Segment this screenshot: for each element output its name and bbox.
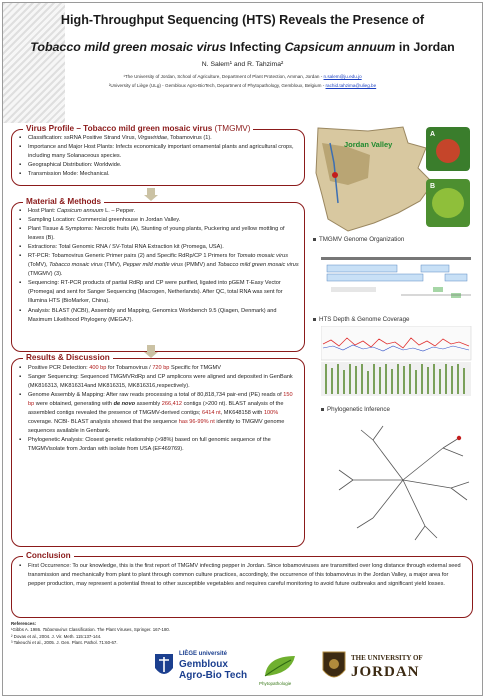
liege-line1: LIÈGE université: [179, 651, 228, 657]
methods-list: [16, 207, 300, 325]
affiliation-1: [3, 74, 482, 79]
results-item-pcr: ▪ Positive PCR Detection: 400 bp for Tobamovirus / 720 bp Specific for TMGMV: [16, 364, 300, 373]
profile-item: ▪ Classification: ssRNA Positive Strand Virus, Virgaviridae, Tobamovirus (1).: [16, 134, 300, 143]
genome-organization-figure: [321, 247, 473, 307]
reference-item: ¹Gibbs A. 1986. Tobamovirus Classification. The Plant Viruses, Springer. 167-180.: [11, 627, 171, 633]
uj-line1: THE UNIVERSITY OF: [351, 654, 423, 662]
methods-item: ▪ RT-PCR: Tobamovirus Generic Primer pairs (2) and Specific RdRp/CP 1 Primers for Tomato mosaic virus (ToMV), Tobacco mosaic virus (TMV), Pepper mild mottle virus (PMMV) and Tobacco mild green mosaic virus (TMGMV) (3).: [16, 252, 300, 279]
results-box: [11, 358, 305, 547]
phylogenetic-tree-figure: [333, 418, 473, 543]
sampling-site-marker: [332, 172, 338, 178]
virus-profile-list: [16, 134, 300, 179]
necrotic-fruit: [436, 139, 460, 163]
methods-item: ▪ Extractions: Total Genomic RNA / SV-Total RNA Extraction kit (Promega, USA).: [16, 243, 300, 252]
cp-box: [445, 274, 467, 281]
panel-a-label: A: [430, 131, 436, 138]
readthrough-box: [327, 274, 423, 281]
affiliation-1-text: ¹The University of Jordan, School of Agriculture, Department of Plant Protection, Amman, Jordan -: [123, 74, 323, 79]
methods-item: ▪ Analysis: BLAST (NCBI), Assembly and Mapping, Genomics Workbench 9.5 (Qiagen, Denmark) and Maximum Likelihood Phylogeny (MEGA7).: [16, 307, 300, 325]
results-heading: Results & Discussion: [23, 353, 113, 362]
genome-organization-title: [313, 236, 404, 243]
poster-title-line2: Tobacco mild green mosaic virus Infecting Capsicum annuum in Jordan: [30, 40, 455, 54]
reference-item: ³ Takeuchi et al., 2005. J. Gen. Plant. Pathol. 71:60-67.: [11, 640, 118, 646]
tree-branches: [339, 426, 469, 540]
methods-item: ▪ Plant Tissue & Symptoms: Necrotic fruits (A), Stunting of young plants, Puckering and yellow mottling of leaves (B).: [16, 225, 300, 243]
university-of-jordan-crest-icon: [321, 650, 347, 684]
results-item-phylo: ▪ Phylogenetic Analysis: Closest genetic relationship (>98%) based on full genomic sequence of the TMGMVisolate from Jordan with isolate from USA (EF469769).: [16, 436, 300, 454]
genome-line: [321, 257, 471, 260]
bullet-square: [313, 238, 316, 241]
email-link-1[interactable]: n.salem@ju.edu.jo: [323, 74, 362, 79]
virus-profile-heading-text: Virus Profile – Tobacco mild green mosaic virus: [26, 124, 213, 133]
flow-arrow-2: [144, 345, 158, 358]
phylogenetic-title: [321, 406, 390, 413]
conclusion-list: [16, 562, 466, 589]
bullet-square: [313, 318, 316, 321]
references: [11, 621, 170, 647]
mp-box: [421, 265, 449, 272]
rdrp-box: [327, 265, 397, 272]
sgrna-2: [451, 293, 461, 298]
logo-bar: [3, 648, 482, 693]
profile-item: ▪ Transmission Mode: Mechanical.: [16, 170, 300, 179]
jordan-map-figure: [308, 123, 478, 238]
jordan-isolate-marker: [457, 436, 461, 440]
hts-depth-title: [313, 316, 409, 323]
flow-arrow-1: [144, 188, 158, 201]
virus-profile-heading: [23, 124, 253, 133]
results-list: [16, 364, 300, 454]
methods-box: [11, 202, 305, 352]
affiliation-2-text: ²University of Liège (ULg) - Gembloux Agro-BioTech, Department of Phytopathology, Gembloux, Belgium -: [108, 83, 325, 88]
virus-profile-heading-abbr: (TMGMV): [214, 124, 251, 133]
orf-box: [331, 287, 376, 292]
methods-item: ▪ Sampling Location: Commercial greenhouse in Jordan Valley.: [16, 216, 300, 225]
phytopathologie-label: Phytopathologie: [259, 681, 292, 686]
liege-line3: Agro-Bio Tech: [179, 670, 248, 681]
uj-line2: JORDAN: [351, 664, 420, 680]
panel-b-label: B: [430, 183, 436, 190]
liege-line2: Gembloux: [179, 659, 228, 670]
bullet-square: [321, 408, 324, 411]
authors: N. Salem¹ and R. Tahzima²: [201, 61, 284, 68]
profile-item: ▪ Geographical Distribution: Worldwide.: [16, 161, 300, 170]
conclusion-box: [11, 556, 473, 618]
phytopathologie-leaf-icon: [261, 652, 301, 680]
results-item-assembly: ▪ Genome Assembly & Mapping: After raw reads processing a total of 80,818,734 pair-end (PE) reads of 150 bp were obtained, generating with de novo assembly 266,412 contigs (>200 nt). BLAST analysis of the assembled contigs revealed the presence of TMGMV-derived contigs; 6414 nt, MK648158 with 100% coverage. NCBI- BLAST analysis showed that the sequence has 96-99% nt identity to TMGMV genome sequences available in Genbank.: [16, 391, 300, 436]
poster: [2, 2, 483, 696]
methods-item: ▪ Sequencing: RT-PCR products of partial RdRp and CP were purified, ligated into pGEM T-Easy Vector (Promega) and sent for Sanger Sequencing (Macrogen, Netherlands). After QC, total RNA was sent for Illumina HTS (BioMarker, China).: [16, 279, 300, 306]
virus-profile-box: [11, 129, 305, 186]
references-heading: References:: [11, 621, 37, 626]
hts-depth-figure: [321, 326, 473, 398]
conclusion-heading: Conclusion: [23, 551, 74, 560]
conclusion-item: ▪ First Occurrence: To our knowledge, this is the first report of TMGMV infecting pepper in Jordan. Since tobamoviruses are transmitted over long distance through external seed transmission and mechanically from plant to plant through common culture practices, accordingly, the occurrence of this tobamovirus in the Jordan Valley, a major area for pepper production, may represent a potential threat to other susceptible vegetables and requires careful monitoring to avoid future outbreaks and significant yield losses.: [16, 562, 466, 589]
profile-item: ▪ Importance and Major Host Plants: Infects economically important ornamental plants and agricultural crops, including many Solanaceous species.: [16, 143, 300, 161]
reference-item: ² Dovas et al., 2004. J. Vir. Meth. 115:137-144.: [11, 633, 102, 639]
hts-depth-title-text: HTS Depth & Genome Coverage: [319, 316, 410, 323]
methods-heading: Material & Methods: [23, 197, 104, 206]
results-item-sanger: ▪ Sanger Sequencing: Sequenced TMGMVRdRp and CP amplicons were aligned and deposited in GenBank (MK816313, MK816314and MK816315, MK816316,respectively).: [16, 373, 300, 391]
mottled-leaves: [432, 188, 464, 218]
poster-title-line1: High-Throughput Sequencing (HTS) Reveals the Presence of: [60, 13, 425, 27]
affiliation-2: [3, 83, 482, 88]
genome-organization-title-text: TMGMV Genome Organization: [319, 236, 405, 243]
liege-crest-icon: [153, 652, 175, 682]
email-link-2[interactable]: rachid.tahzima@ulieg.be: [325, 83, 377, 88]
sgrna-1: [433, 287, 443, 292]
phylogenetic-title-text: Phylogenetic Inference: [327, 406, 390, 413]
methods-item: ▪ Host Plant: Capsicum annuum L. – Pepper.: [16, 207, 300, 216]
jordan-valley-label: Jordan Valley: [344, 140, 393, 149]
